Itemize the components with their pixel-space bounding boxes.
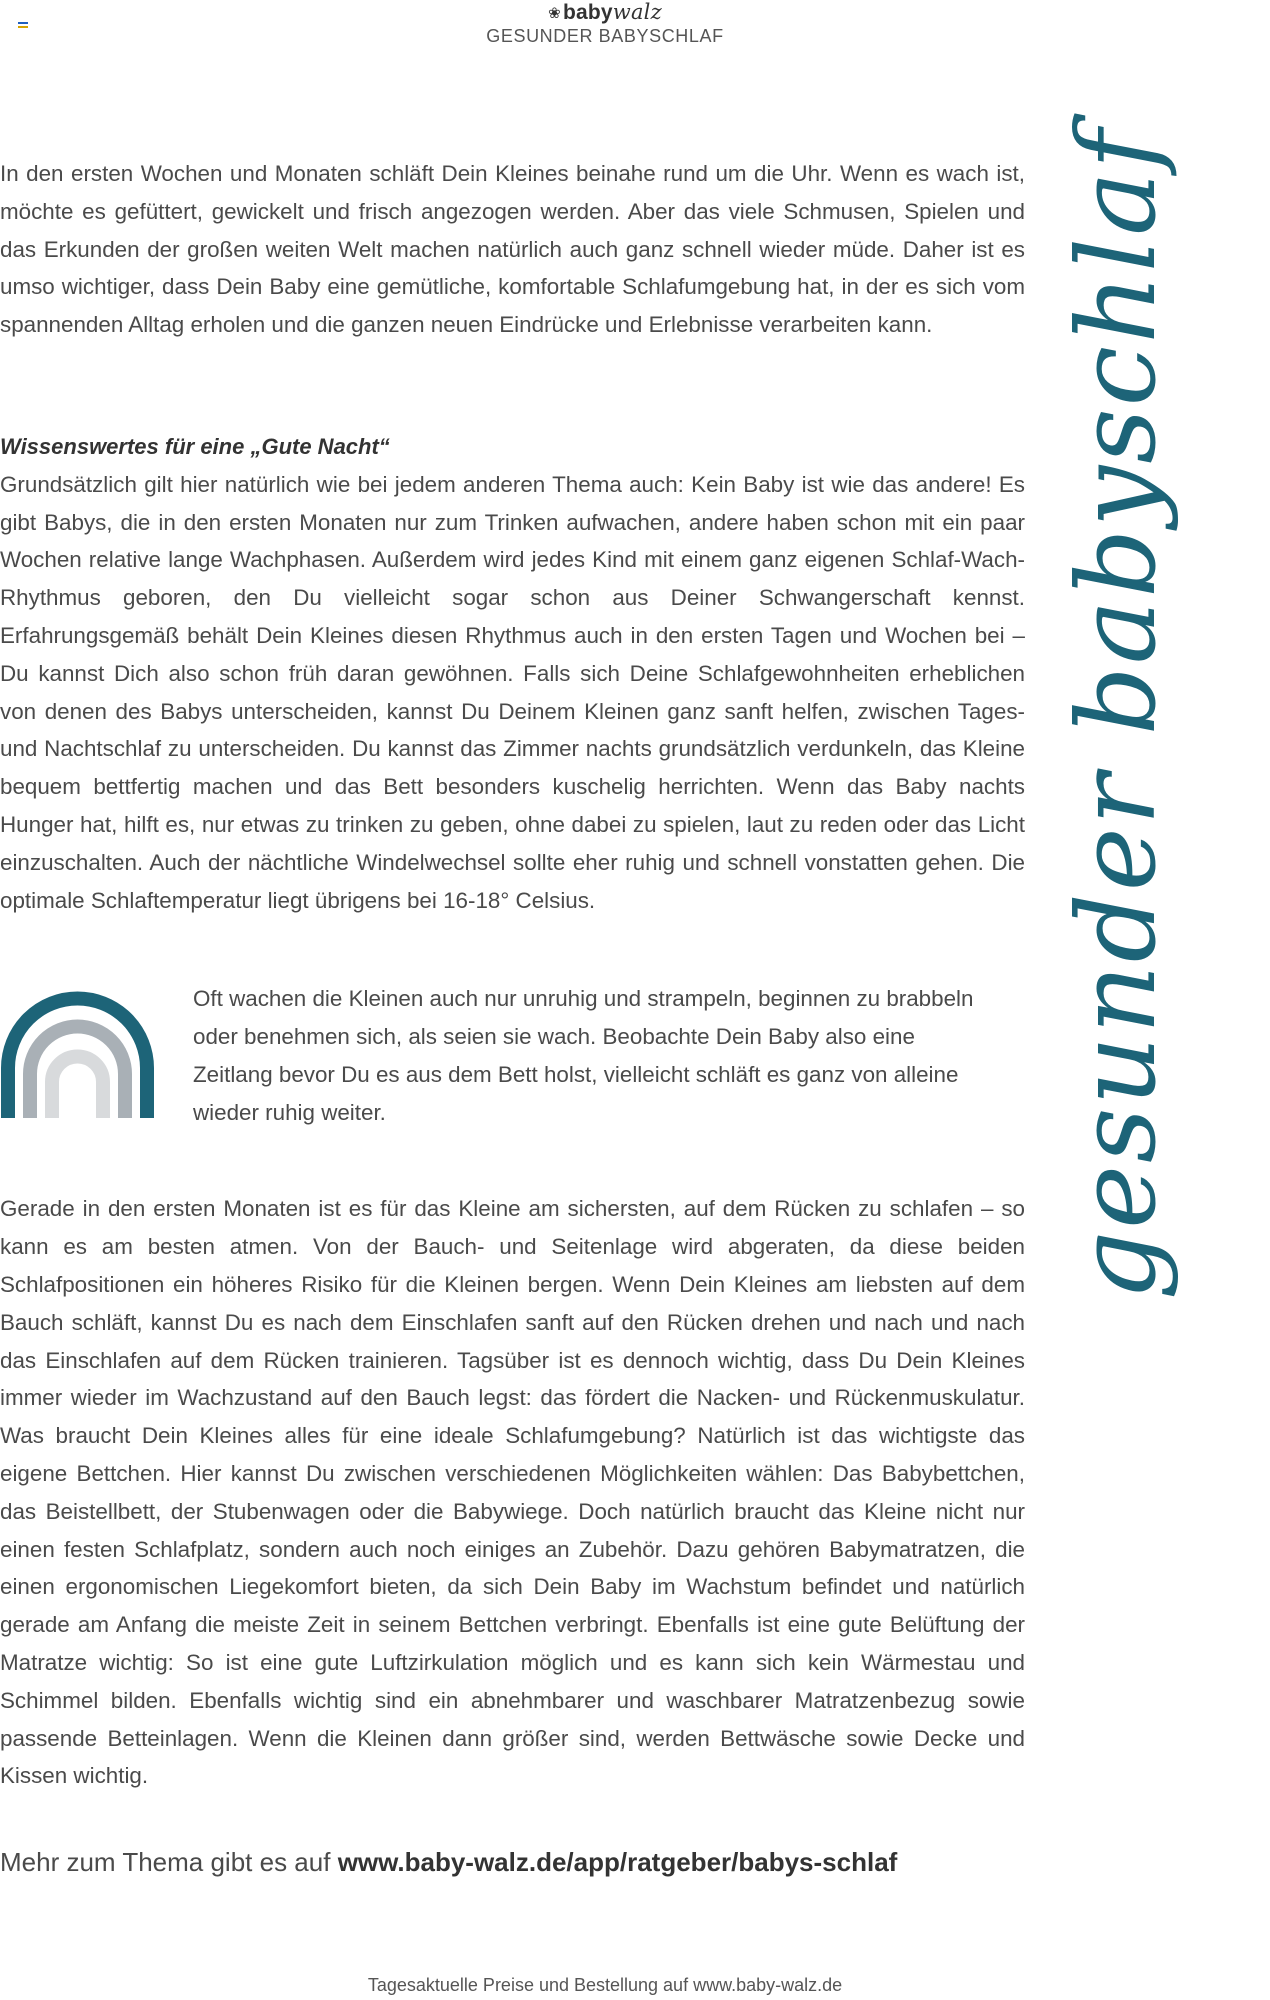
callout-text: Oft wachen die Kleinen auch nur unruhig und strampeln, beginnen zu brabbeln oder benehmen sich, als seien sie wach. Beobachte Dein Baby also eine Zeitlang bevor Du es aus dem Bett holst, vielleicht schläft es ganz von alleine wieder ruhig weiter. (193, 986, 974, 1125)
more-info-line (0, 1847, 1025, 1878)
logo-text-walz: walz (612, 0, 662, 24)
brand-logo[interactable] (0, 0, 1210, 25)
page-header (0, 0, 1210, 47)
section-paragraph-2: Gerade in den ersten Monaten ist es für das Kleine am sichersten, auf dem Rücken zu schlafen – so kann es am besten atmen. Von der Bauch- und Seitenlage wird abgeraten, da diese beiden Schlafpositionen ein höheres Risiko für die Kleinen bergen. Wenn Dein Kleines am liebsten auf dem Bauch schläft, kannst Du es nach dem Einschlafen sanft auf den Rücken drehen und nach und nach das Einschlafen auf dem Rücken trainieren. Tagsüber ist es dennoch wichtig, dass Du Dein Kleines immer wieder im Wachzustand auf den Bauch legst: das fördert die Nacken- und Rückenmuskulatur. Was braucht Dein Kleines alles für eine ideale Schlafumgebung? Natürlich ist das wichtigste das eigene Bettchen. Hier kannst Du zwischen verschiedenen Möglichkeiten wählen: Das Babybettchen, das Beistellbett, der Stubenwagen oder die Babywiege. Doch natürlich braucht das Kleine nicht nur einen festen Schlafplatz, sondern auch noch einiges an Zubehör. Dazu gehören Babymatratzen, die einen ergonomischen Liegekomfort bieten, da sich Dein Baby im Wachstum befindet und natürlich gerade am Anfang die meiste Zeit in seinem Bettchen verbringt. Ebenfalls ist eine gute Belüftung der Matratze wichtig: So ist eine gute Luftzirkulation möglich und es kann sich kein Wärmestau und Schimmel bilden. Ebenfalls wichtig sind ein abnehmbarer und waschbarer Matratzenbezug sowie passende Betteinlagen. Wenn die Kleinen dann größer sind, werden Bettwäsche sowie Decke und Kissen wichtig. (0, 1196, 1025, 1789)
article-body (0, 155, 1025, 1878)
rainbow-icon (0, 990, 155, 1120)
intro-paragraph: In den ersten Wochen und Monaten schläft Dein Kleines beinahe rund um die Uhr. Wenn es wach ist, möchte es gefüttert, gewickelt und frisch angezogen werden. Aber das viele Schmusen, Spielen und das Erkunden der großen weiten Welt machen natürlich auch ganz schnell wieder müde. Daher ist es umso wichtiger, dass Dein Baby eine gemütliche, komfortable Schlafumgebung hat, in der es sich vom spannenden Alltag erholen und die ganzen neuen Eindrücke und Erlebnisse verarbeiten kann. (0, 161, 1025, 338)
more-info-prefix: Mehr zum Thema gibt es auf (0, 1847, 331, 1878)
section-paragraph-1: Grundsätzlich gilt hier natürlich wie bei jedem anderen Thema auch: Kein Baby ist wie das andere! Es gibt Babys, die in den ersten Monaten nur zum Trinken aufwachen, andere haben schon mit ein paar Wochen relative lange Wachphasen. Außerdem wird jedes Kind mit einem ganz eigenen Schlaf-Wach-Rhythmus geboren, den Du vielleicht sogar schon aus Deiner Schwangerschaft kennst. Erfahrungsgemäß behält Dein Kleines diesen Rhythmus auch in den ersten Tagen und Wochen bei – Du kannst Dich also schon früh daran gewöhnen. Falls sich Deine Schlafgewohnheiten erheblichen von denen des Babys unterscheiden, kannst Du Deinem Kleinen ganz sanft helfen, zwischen Tages- und Nachtschlaf zu unterscheiden. Du kannst das Zimmer nachts grundsätzlich verdunkeln, das Kleine bequem bettfertig machen und das Bett besonders kuschelig herrichten. Wenn das Baby nachts Hunger hat, hilft es, nur etwas zu trinken zu geben, ohne dabei zu spielen, laut zu reden oder das Licht einzuschalten. Auch der nächtliche Windelwechsel sollte eher ruhig und schnell vonstatten gehen. Die optimale Schlaftemperatur liegt übrigens bei 16-18° Celsius. (0, 471, 1025, 913)
side-title: gesunder babyschlaf (1055, 127, 1180, 1300)
section-heading: Wissenswertes für eine „Gute Nacht“ (0, 434, 390, 459)
flower-icon: ❀ (548, 5, 561, 22)
more-info-link[interactable]: www.baby-walz.de/app/ratgeber/babys-schlaf (337, 1847, 898, 1878)
tip-callout (0, 980, 1025, 1143)
page-subtitle: GESUNDER BABYSCHLAF (486, 26, 724, 46)
page-footer: Tagesaktuelle Preise und Bestellung auf www.baby-walz.de (367, 1975, 843, 1995)
logo-text-baby: baby (562, 1, 613, 24)
